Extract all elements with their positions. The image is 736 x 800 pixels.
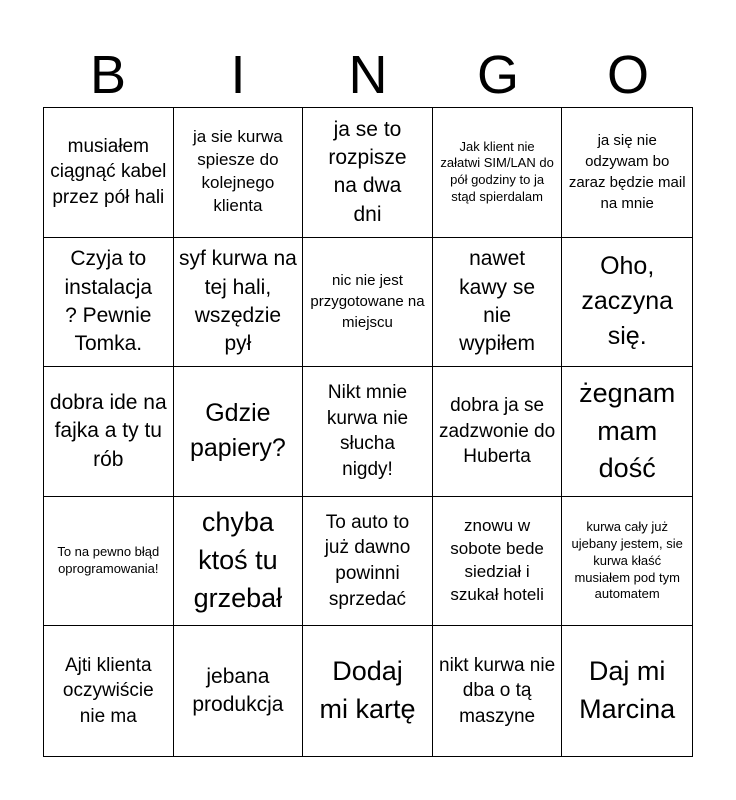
bingo-cell[interactable] <box>562 238 692 368</box>
cell-text: jebana produkcja <box>192 664 284 717</box>
cell-text: ja sie kurwa spiesze do kolejnego klienta <box>193 127 283 216</box>
bingo-cell[interactable] <box>44 497 174 627</box>
cell-text: Jak klient nie załatwi SIM/LAN do pół godziny to ja stąd spierdalam <box>440 138 554 205</box>
bingo-cell[interactable] <box>433 626 563 756</box>
cell-text: chyba ktoś tu grzebał <box>193 507 283 613</box>
cell-text: To na pewno błąd oprogramowania! <box>57 544 160 577</box>
bingo-cell[interactable] <box>174 367 304 497</box>
bingo-cell[interactable] <box>44 108 174 238</box>
bingo-cell[interactable] <box>433 238 563 368</box>
bingo-cell[interactable] <box>433 367 563 497</box>
bingo-cell[interactable] <box>44 626 174 756</box>
cell-text: Dodaj mi kartę <box>319 656 416 725</box>
title-letter-b: B <box>89 45 127 105</box>
cell-text: ja se to rozpisze na dwa dni <box>328 117 407 226</box>
cell-text: kurwa cały już ujebany jestem, sie kurwa kłaść musiałem pod tym automatem <box>571 518 683 602</box>
bingo-cell[interactable] <box>562 108 692 238</box>
cell-text: Daj mi Marcina <box>579 656 676 725</box>
cell-text: Nikt mnie kurwa nie słucha nigdy! <box>326 382 409 481</box>
title-letter-g: G <box>476 45 519 105</box>
bingo-cell[interactable] <box>44 238 174 368</box>
cell-text: dobra ide na fajka a ty tu rób <box>49 390 167 471</box>
bingo-board <box>43 107 693 757</box>
bingo-cell[interactable] <box>174 238 304 368</box>
bingo-cell[interactable] <box>433 497 563 627</box>
bingo-cell[interactable] <box>174 626 304 756</box>
bingo-cell[interactable] <box>433 108 563 238</box>
cell-text: syf kurwa na tej hali, wszędzie pył <box>178 247 297 356</box>
cell-text: musiałem ciągnąć kabel przez pół hali <box>50 135 167 209</box>
cell-text: nikt kurwa nie dba o tą maszyne <box>439 654 556 728</box>
cell-text: nic nie jest przygotowane na miejscu <box>310 272 425 332</box>
title-letter-n: N <box>348 45 388 105</box>
bingo-cell[interactable] <box>303 108 433 238</box>
bingo-cell[interactable] <box>562 367 692 497</box>
bingo-cell[interactable] <box>303 367 433 497</box>
cell-text: Czyja to instalacja ? Pewnie Tomka. <box>64 247 153 356</box>
cell-text: To auto to już dawno powinni sprzedać <box>324 511 411 610</box>
title-letter-o: O <box>606 45 649 105</box>
bingo-cell[interactable] <box>303 497 433 627</box>
bingo-title <box>43 40 693 110</box>
bingo-cell[interactable] <box>44 367 174 497</box>
cell-text: dobra ja se zadzwonie do Huberta <box>438 395 556 468</box>
bingo-cell[interactable] <box>562 497 692 627</box>
bingo-cell[interactable] <box>174 497 304 627</box>
cell-text: żegnam mam dość <box>579 377 676 484</box>
bingo-cell[interactable] <box>303 626 433 756</box>
cell-text: Gdzie papiery? <box>189 399 286 463</box>
cell-text: znowu w sobote bede siedział i szukał hoteli <box>450 516 544 605</box>
bingo-cell[interactable] <box>562 626 692 756</box>
cell-text: ja się nie odzywam bo zaraz będzie mail na mnie <box>568 132 686 213</box>
cell-text: Oho, zaczyna się. <box>581 252 674 351</box>
cell-text: Ajti klienta oczywiście nie ma <box>62 654 154 728</box>
cell-text: nawet kawy se nie wypiłem <box>459 247 536 356</box>
title-letter-i: I <box>230 45 246 105</box>
bingo-cell[interactable] <box>303 238 433 368</box>
bingo-cell[interactable] <box>174 108 304 238</box>
